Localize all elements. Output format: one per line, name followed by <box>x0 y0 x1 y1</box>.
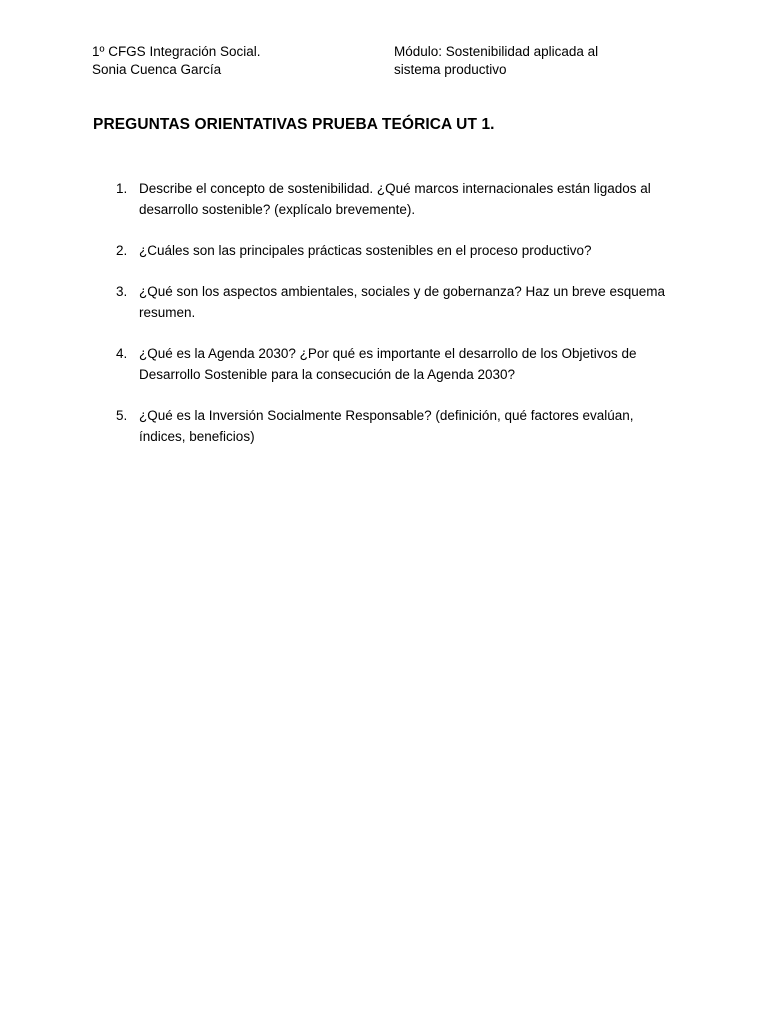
document-title: PREGUNTAS ORIENTATIVAS PRUEBA TEÓRICA UT 1. <box>93 116 495 133</box>
question-text: Describe el concepto de sostenibilidad. ¿Qué marcos internacionales están ligados al desarrollo sostenible? (explícalo brevemente). <box>139 181 651 217</box>
question-text: ¿Qué es la Agenda 2030? ¿Por qué es importante el desarrollo de los Objetivos de Desarrollo Sostenible para la consecución de la Agenda 2030? <box>139 346 637 382</box>
question-number: 1. <box>116 181 128 196</box>
header-course-info <box>92 43 372 79</box>
question-item <box>92 281 682 323</box>
module-name-line2: sistema productivo <box>394 62 507 77</box>
question-item <box>92 178 682 220</box>
question-text: ¿Cuáles son las principales prácticas sostenibles en el proceso productivo? <box>139 243 592 258</box>
question-text: ¿Qué es la Inversión Socialmente Responsable? (definición, qué factores evalúan, índices, beneficios) <box>139 408 634 444</box>
question-number: 5. <box>116 408 128 423</box>
module-name-line1: Módulo: Sostenibilidad aplicada al <box>394 44 599 59</box>
question-item <box>92 240 682 261</box>
header-module-info <box>394 43 674 79</box>
question-item <box>92 343 682 385</box>
author-name: Sonia Cuenca García <box>92 62 222 77</box>
question-number: 3. <box>116 284 128 299</box>
question-number: 4. <box>116 346 128 361</box>
question-text: ¿Qué son los aspectos ambientales, sociales y de gobernanza? Haz un breve esquema resumen. <box>139 284 666 320</box>
course-name: 1º CFGS Integración Social. <box>92 44 261 59</box>
question-list <box>92 178 682 467</box>
question-item <box>92 405 682 447</box>
question-number: 2. <box>116 243 128 258</box>
